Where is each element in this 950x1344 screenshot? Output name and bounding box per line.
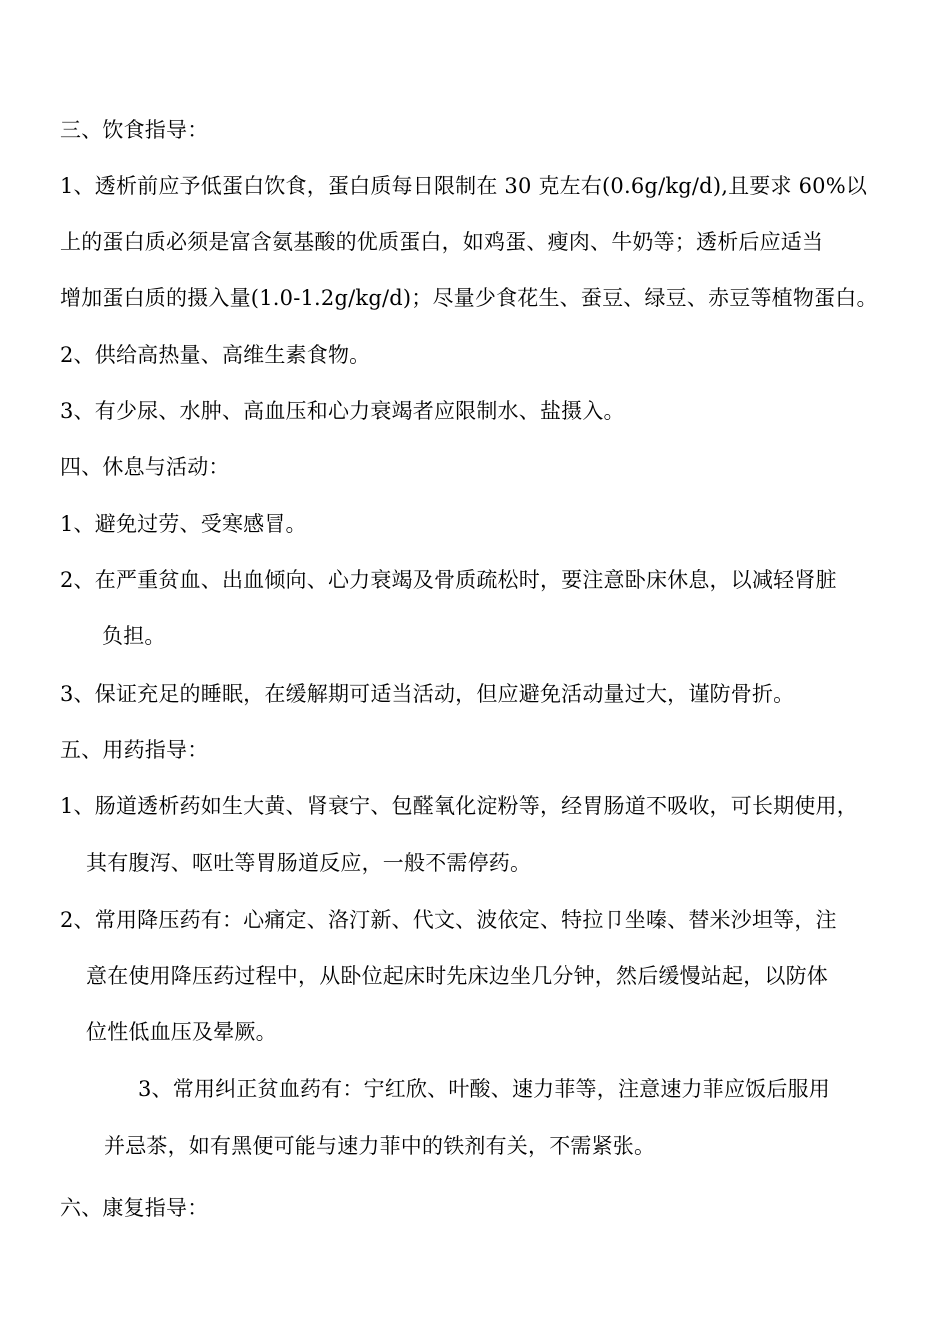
paragraph-line: 增加蛋白质的摄入量(1.0-1.2g/kg/d)；尽量少食花生、蚕豆、绿豆、赤豆等植物蛋白。 — [60, 286, 878, 310]
paragraph-line: 其有腹泻、呕吐等胃肠道反应，一般不需停药。 — [86, 851, 532, 875]
paragraph-line: 2、常用降压药有：心痛定、洛汀新、代文、波依定、特拉卩坐嗪、替米沙坦等，注 — [60, 908, 837, 932]
section-heading: 六、康复指导： — [60, 1196, 209, 1220]
paragraph-line: 意在使用降压药过程中，从卧位起床时先床边坐几分钟，然后缓慢站起，以防体 — [86, 964, 828, 988]
paragraph-line: 上的蛋白质必须是富含氨基酸的优质蛋白，如鸡蛋、瘦肉、牛奶等；透析后应适当 — [60, 230, 824, 254]
paragraph-line: 1、避免过劳、受寒感冒。 — [60, 512, 307, 536]
paragraph-line: 2、供给高热量、高维生素食物。 — [60, 343, 371, 367]
paragraph-line: 1、透析前应予低蛋白饮食，蛋白质每日限制在 30 克左右(0.6g/kg/d),且要求 60%以 — [60, 174, 868, 198]
section-heading: 三、饮食指导： — [60, 118, 209, 142]
paragraph-line: 1、肠道透析药如生大黄、肾衰宁、包醛氧化淀粉等，经胃肠道不吸收，可长期使用， — [60, 794, 858, 818]
paragraph-line: 3、保证充足的睡眠，在缓解期可适当活动，但应避免活动量过大，谨防骨折。 — [60, 682, 795, 706]
paragraph-line: 2、在严重贫血、出血倾向、心力衰竭及骨质疏松时，要注意卧床休息，以减轻肾脏 — [60, 568, 837, 592]
paragraph-line: 3、有少尿、水肿、高血压和心力衰竭者应限制水、盐摄入。 — [60, 399, 625, 423]
section-heading: 五、用药指导： — [60, 738, 209, 762]
paragraph-line: 负担。 — [102, 624, 166, 648]
paragraph-line: 3、常用纠正贫血药有：宁红欣、叶酸、速力菲等，注意速力菲应饭后服用 — [138, 1077, 830, 1101]
paragraph-line: 并忌茶，如有黑便可能与速力菲中的铁剂有关，不需紧张。 — [104, 1134, 656, 1158]
section-heading: 四、休息与活动： — [60, 455, 230, 479]
paragraph-line: 位性低血压及晕厥。 — [86, 1020, 277, 1044]
